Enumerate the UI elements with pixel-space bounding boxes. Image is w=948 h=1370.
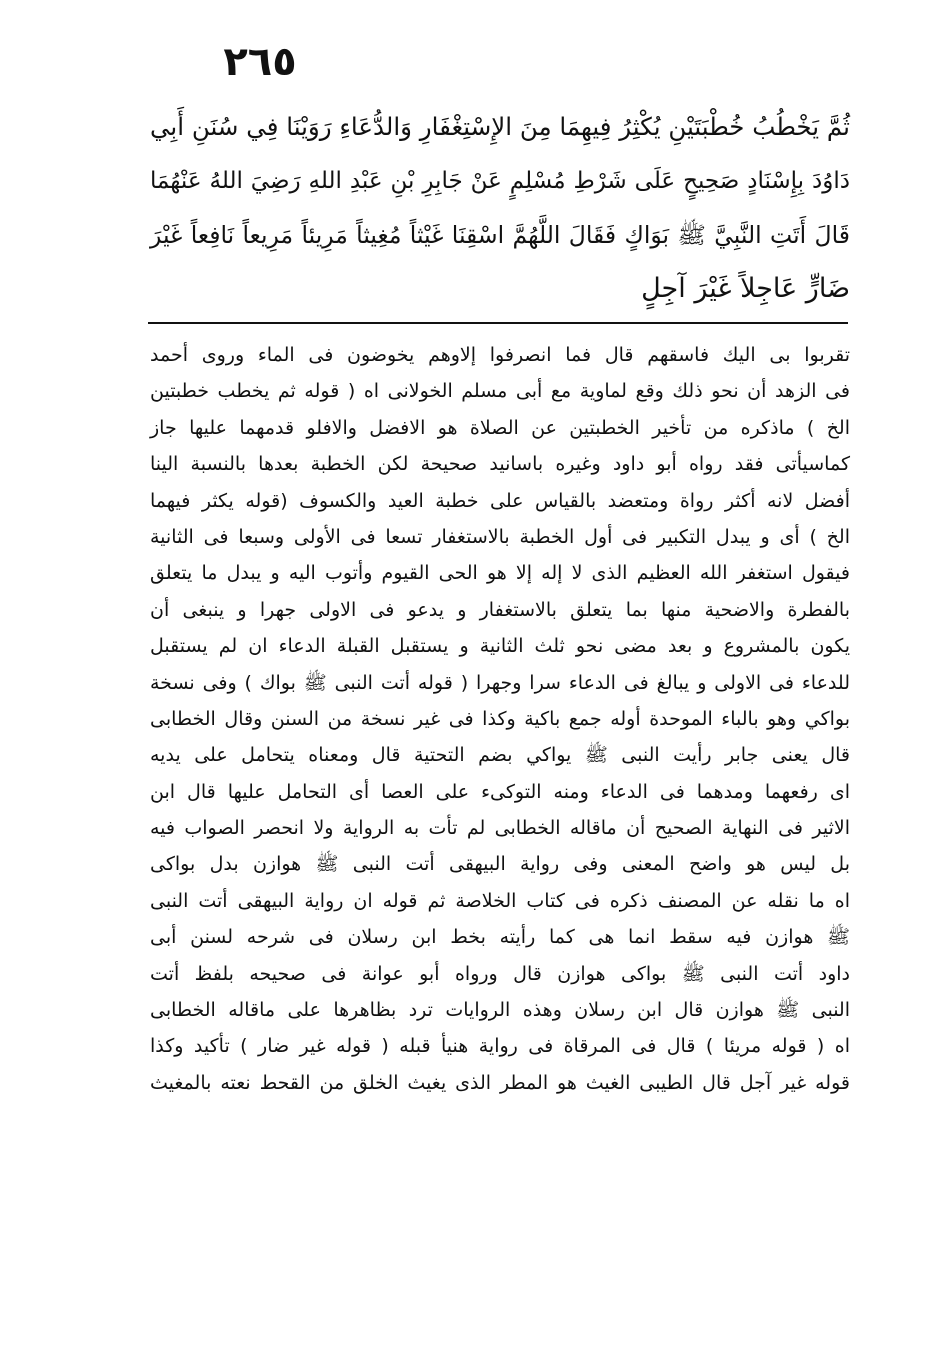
commentary-line: فيقول استغفر الله العظيم الذى لا إله إلا هو الحى القيوم وأتوب اليه و يبدل ما يتعلق bbox=[150, 562, 850, 585]
commentary-line: بواكي وهو بالباء الموحدة أوله جمع باكية وكذا فى غير نسخة من السنن وقال الخطابى bbox=[150, 707, 850, 730]
main-text-line: دَاوُدَ بِإِسْنَادٍ صَحِيحٍ عَلَى شَرْطِ مُسْلِمٍ عَنْ جَابِرِ بْنِ عَبْدِ اللهِ رَضِيَ اللهُ عَنْهُمَا bbox=[150, 168, 850, 194]
commentary-line: بالفطرة والاضحية منها بما يتعلق بالاستغفار و يدعو فى الاولى جهرا و ينبغى أن bbox=[150, 598, 850, 621]
commentary-line: داود أتت النبى ﷺ بواكى هوازن قال ورواه أبو عوانة فى صحيحه بلفظ أتت bbox=[150, 962, 850, 985]
commentary-line: اه ( قوله مريئا ) قال فى المرقاة فى رواية هنيأ قبله ( قوله غير ضار ) تأكيد وكذا bbox=[150, 1035, 850, 1058]
commentary-block bbox=[150, 337, 850, 1101]
commentary-line: قوله غير آجل قال الطيبى الغيث هو المطر الذى يغيث الخلق من القحط نعته بالمغيث bbox=[150, 1071, 850, 1094]
commentary-line: الاثير فى النهاية الصحيح أن ماقاله الخطابى لم تأت به الرواية ولا انحصر الصواب فيه bbox=[150, 817, 850, 840]
main-text-line: قَالَ أَتَتِ النَّبِيَّ ﷺ بَوَاكٍ فَقَالَ اللَّهُمَّ اسْقِنَا غَيْثاً مُغِيثاً مَرِيئاً مَرِيعاً نَافِعاً غَيْرَ bbox=[150, 221, 850, 249]
commentary-line: قال يعنى جابر رأيت النبى ﷺ يواكي بضم التحتية قال ومعناه يتحامل على يديه bbox=[150, 744, 850, 767]
section-divider bbox=[148, 322, 848, 324]
commentary-line: ﷺ هوازن فيه سقط انما هى كما رأيته بخط ابن رسلان فى شرحه لسنن أبى bbox=[150, 926, 850, 949]
commentary-line: للدعاء فى الاولى و يبالغ فى الدعاء سرا وجهرا ( قوله أتت النبى ﷺ بواك ) وفى نسخة bbox=[150, 671, 850, 694]
commentary-line: اه ما نقله عن المصنف ذكره فى كتاب الخلاصة ثم قوله ان رواية البيهقى أتت النبى bbox=[150, 889, 850, 912]
commentary-line: الخ ) ماذكره من تأخير الخطبتين عن الصلاة هو الافضل والافلو قدمهما عليها جاز bbox=[150, 416, 850, 439]
page-number: ٢٦٥ bbox=[223, 39, 297, 85]
commentary-line: بل ليس هو واضح المعنى وفى رواية البيهقى أتت النبى ﷺ هوازن بدل بواكى bbox=[150, 853, 850, 876]
commentary-line: النبى ﷺ هوازن قال ابن رسلان وهذه الروايات ترد بظاهرها على ماقاله الخطابى bbox=[150, 999, 850, 1022]
commentary-line: تقربوا بى اليك فاسقهم قال فما انصرفوا إلاوهم يخوضون فى الماء وروى أحمد bbox=[150, 344, 850, 366]
commentary-line: فى الزهد أن نحو ذلك وقع لماوية مع أبى مسلم الخولانى اه ( قوله ثم يخطب خطبتين bbox=[150, 380, 850, 403]
commentary-line: الخ ) أى و يبدل التكبير فى أول الخطبة بالاستغفار تسعا فى الأولى وسبعا فى الثانية bbox=[150, 525, 850, 548]
commentary-line: يكون بالمشروع و بعد مضى نحو ثلث الثانية و يستقبل القبلة الدعاء ان لم يستقبل bbox=[150, 635, 850, 658]
main-text-line: ضَارٍّ عَاجِلاً غَيْرَ آجِلٍ bbox=[641, 273, 850, 304]
commentary-line: كماسيأتى فقد رواه أبو داود وغيره باسانيد صحيحة لكن الخطبة بعدها بالنسبة الينا bbox=[150, 453, 850, 476]
main-text-block bbox=[150, 100, 850, 316]
commentary-line: اى رفعهما ومدهما فى الدعاء ومنه التوكىء على العصا أى التحامل عليها قال ابن bbox=[150, 780, 850, 803]
main-text-line: ثُمَّ يَخْطُبُ خُطْبَتَيْنِ يُكْثِرُ فِيهِمَا مِنَ الإِسْتِغْفَارِ وَالدُّعَاءِ رَوَيْنَا فِي سُنَنِ أَبِي bbox=[150, 112, 850, 141]
commentary-line: أفضل لانه أكثر رواة ومتعضد بالقياس على خطبة العيد والكسوف (قوله يكثر فيهما bbox=[150, 489, 850, 512]
